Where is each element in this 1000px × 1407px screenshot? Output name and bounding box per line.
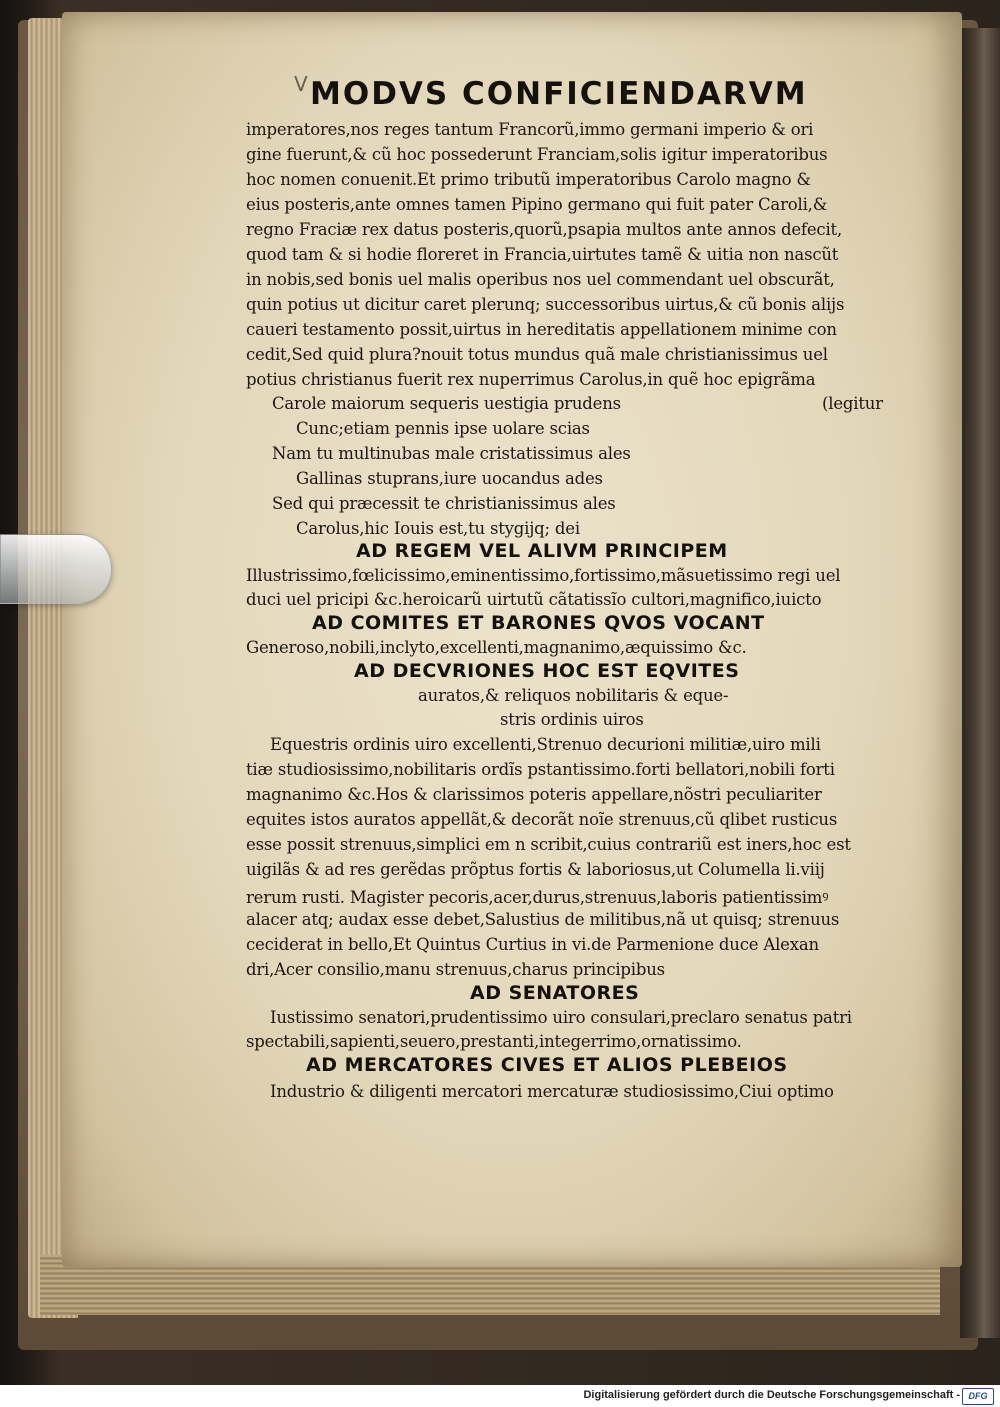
section-line: duci uel pricipi &c.heroicarũ uirtutũ cãtatissĩo cultori,magnifico,iuicto xyxy=(246,590,822,609)
section-line: dri,Acer consilio,manu strenuus,charus principibus xyxy=(246,960,665,979)
section-line: tiæ studiosissimo,nobilitaris ordĩs pstantissimo.forti bellatori,nobili forti xyxy=(246,760,835,779)
page-clip xyxy=(0,534,112,604)
footer-credit: Digitalisierung gefördert durch die Deutsche Forschungsgemeinschaft - xyxy=(583,1389,960,1401)
section-line: esse possit strenuus,simplici em n scribit,cuius contrariũ est iners,hoc est xyxy=(246,835,851,854)
section-heading-senatores: AD SENATORES xyxy=(470,982,640,1004)
section-line: spectabili,sapienti,seuero,prestanti,integerrimo,ornatissimo. xyxy=(246,1032,742,1051)
verse-line: Carole maiorum sequeris uestigia prudens xyxy=(272,394,621,413)
verse-line: Nam tu multinubas male cristatissimus ales xyxy=(272,444,631,463)
section-heading-decuriones: AD DECVRIONES HOC EST EQVITES xyxy=(354,660,740,682)
section-heading-regem: AD REGEM VEL ALIVM PRINCIPEM xyxy=(356,540,728,562)
section-line: Illustrissimo,fœlicissimo,eminentissimo,fortissimo,mãsuetissimo regi uel xyxy=(246,566,841,585)
body-line: in nobis,sed bonis uel malis operibus nos uel commendant uel obscurãt, xyxy=(246,270,835,289)
body-line: gine fuerunt,& cũ hoc possederunt Franciam,solis igitur imperatoribus xyxy=(246,145,828,164)
verse-line: Carolus,hic Iouis est,tu stygijq; dei xyxy=(296,519,580,538)
section-subline: stris ordinis uiros xyxy=(500,710,644,729)
dfg-logo: DFG xyxy=(962,1388,994,1405)
section-line: equites istos auratos appellãt,& decorãt noĩe strenuus,cũ qlibet rusticus xyxy=(246,810,838,829)
body-line: caueri testamento possit,uirtus in hereditatis appellationem minime con xyxy=(246,320,837,339)
section-line: magnanimo &c.Hos & clarissimos poteris appellare,nõstri peculiariter xyxy=(246,785,822,804)
body-line: regno Fraciæ rex datus posteris,quorũ,psapia multos ante annos defecit, xyxy=(246,220,843,239)
title-mark: V xyxy=(294,72,308,96)
section-line: alacer atq; audax esse debet,Salustius de militibus,nã ut quisq; strenuus xyxy=(246,910,840,929)
body-line: cedit,Sed quid plura?nouit totus mundus quã male christianissimus uel xyxy=(246,345,828,364)
section-line: ceciderat in bello,Et Quintus Curtius in vi.de Parmenione duce Alexan xyxy=(246,935,819,954)
section-heading-comites: AD COMITES ET BARONES QVOS VOCANT xyxy=(312,612,765,634)
section-heading-mercatores: AD MERCATORES CIVES ET ALIOS PLEBEIOS xyxy=(306,1054,788,1076)
footer-bar xyxy=(0,1385,1000,1407)
body-line: potius christianus fuerit rex nuperrimus Carolus,in quẽ hoc epigrãma xyxy=(246,370,816,389)
section-line: Industrio & diligenti mercatori mercaturæ studiosissimo,Ciui optimo xyxy=(270,1082,834,1101)
body-line: hoc nomen conuenit.Et primo tributũ imperatoribus Carolo magno & xyxy=(246,170,811,189)
verse-catchword: (legitur xyxy=(822,394,883,413)
page-title: MODVS CONFICIENDARVM xyxy=(310,76,808,112)
book-spine xyxy=(960,28,1000,1338)
verse-line: Gallinas stuprans,iure uocandus ades xyxy=(296,469,603,488)
verse-line: Sed qui præcessit te christianissimus ales xyxy=(272,494,616,513)
body-line: quin potius ut dicitur caret plerunq; successoribus uirtus,& cũ bonis alijs xyxy=(246,295,845,314)
section-line: Equestris ordinis uiro excellenti,Strenuo decurioni militiæ,uiro mili xyxy=(270,735,821,754)
section-line: Iustissimo senatori,prudentissimo uiro consulari,preclaro senatus patri xyxy=(270,1008,852,1027)
body-line: quod tam & si hodie floreret in Francia,uirtutes tamẽ & uitia non nascũt xyxy=(246,245,839,264)
section-line: uigilãs & ad res gerẽdas prõptus fortis & laboriosus,ut Columella li.viij xyxy=(246,860,825,879)
body-line: imperatores,nos reges tantum Francorũ,immo germani imperio & ori xyxy=(246,120,814,139)
verse-line: Cunc;etiam pennis ipse uolare scias xyxy=(296,419,590,438)
section-subline: auratos,& reliquos nobilitaris & eque- xyxy=(418,686,729,705)
section-line: rerum rusti. Magister pecoris,acer,durus,strenuus,laboris patientissimꝰ xyxy=(246,888,829,907)
section-line: Generoso,nobili,inclyto,excellenti,magnanimo,æquissimo &c. xyxy=(246,638,747,657)
body-line: eius posteris,ante omnes tamen Pipino germano qui fuit pater Caroli,& xyxy=(246,195,828,214)
